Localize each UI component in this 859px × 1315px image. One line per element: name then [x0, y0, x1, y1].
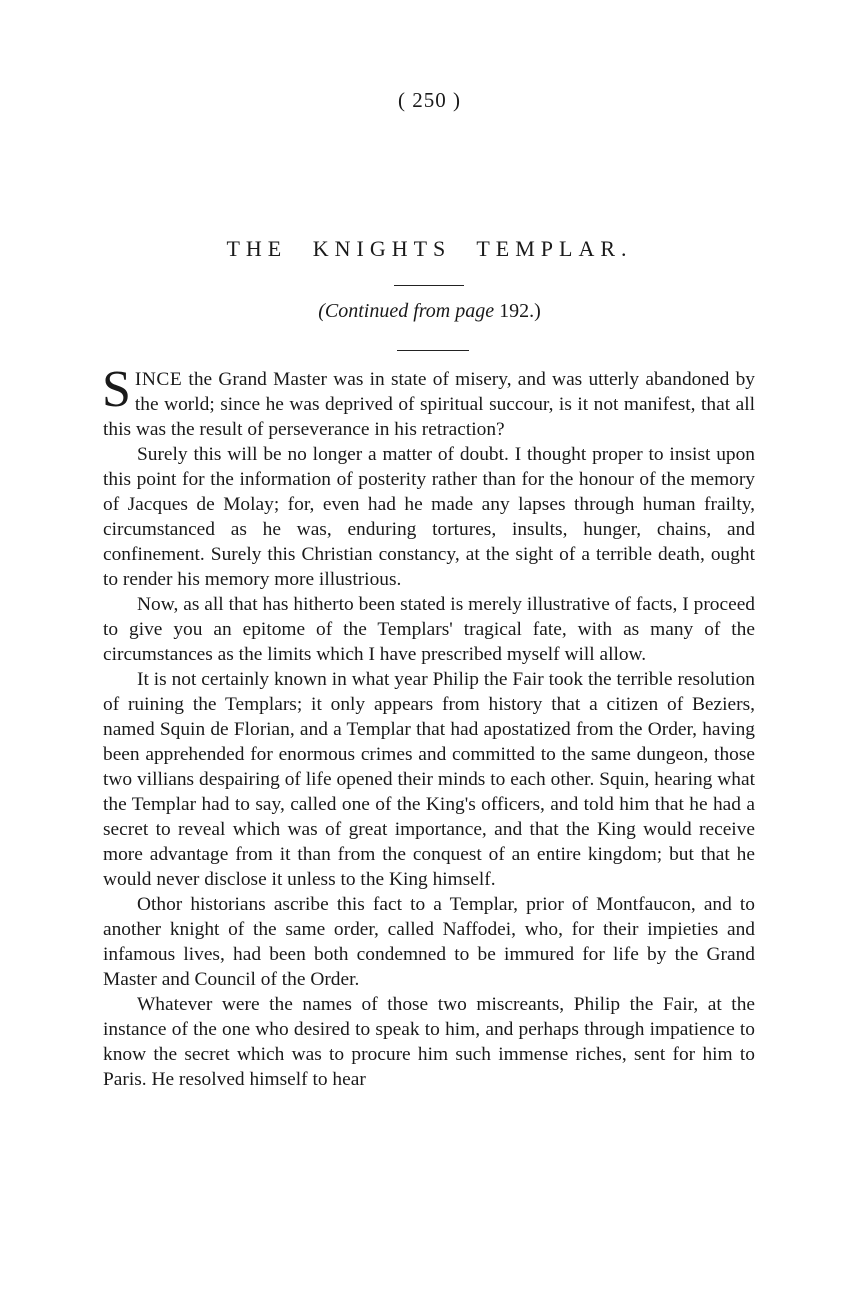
continuation-note	[0, 300, 859, 323]
page-number: ( 250 )	[398, 88, 461, 112]
paragraph-1	[102, 361, 755, 442]
continuation-page-ref: 192.)	[499, 300, 541, 322]
article-title: THE KNIGHTS TEMPLAR.	[226, 236, 633, 261]
article-body	[102, 361, 755, 1092]
paragraph-6: Whatever were the names of those two miscreants, Philip the Fair, at the instance of the one who desired to speak to him, and perhaps through impatience to know the secret which was to procure him such immense riches, sent for him to Paris. He resolved himself to hear	[103, 994, 755, 1090]
paragraph-1-text: the Grand Master was in state of misery, and was utterly abandoned by the world; since he was deprived of spiritual succour, is it not manifest, that all this was the result of perseverance in his retraction?	[103, 369, 755, 440]
paragraph-5: Othor historians ascribe this fact to a Templar, prior of Montfaucon, and to another knight of the same order, called Naffodei, who, for their impieties and infamous lives, had been both condemned to be immured for life by the Grand Master and Council of the Order.	[103, 894, 755, 990]
paragraph-2: Surely this will be no longer a matter of doubt. I thought proper to insist upon this point for the information of posterity rather than for the honour of the memory of Jacques de Molay; for, even had he made any lapses through human frailty, circumstanced as he was, enduring tortures, insults, hunger, chains, and confinement. Surely this Christian constancy, at the sight of a terrible death, ought to render his memory more illustrious.	[103, 444, 755, 590]
continuation-note-text: (Continued from page	[318, 300, 495, 322]
paragraph-3: Now, as all that has hitherto been stated is merely illustrative of facts, I proceed to give you an epitome of the Templars' tragical fate, with as many of the circumstances as the limits which I have prescribed myself will allow.	[103, 594, 755, 665]
title-divider-bottom	[397, 350, 469, 351]
title-divider-top	[394, 285, 464, 286]
drop-cap: S	[102, 361, 131, 418]
paragraph-4: It is not certainly known in what year Philip the Fair took the terrible resolution of ruining the Templars; it only appears from history that a citizen of Beziers, named Squin de Florian, and a Templar that had apostatized from the Order, having been apprehended for enormous crimes and committed to the same dungeon, those two villians despairing of life opened their minds to each other. Squin, hearing what the Templar had to say, called one of the King's officers, and told him that he had a secret to reveal which was of great importance, and that the King would receive more advantage from it than from the conquest of an entire kingdom; but that he would never disclose it unless to the King himself.	[103, 669, 755, 890]
paragraph-1-lead: INCE	[134, 369, 183, 390]
